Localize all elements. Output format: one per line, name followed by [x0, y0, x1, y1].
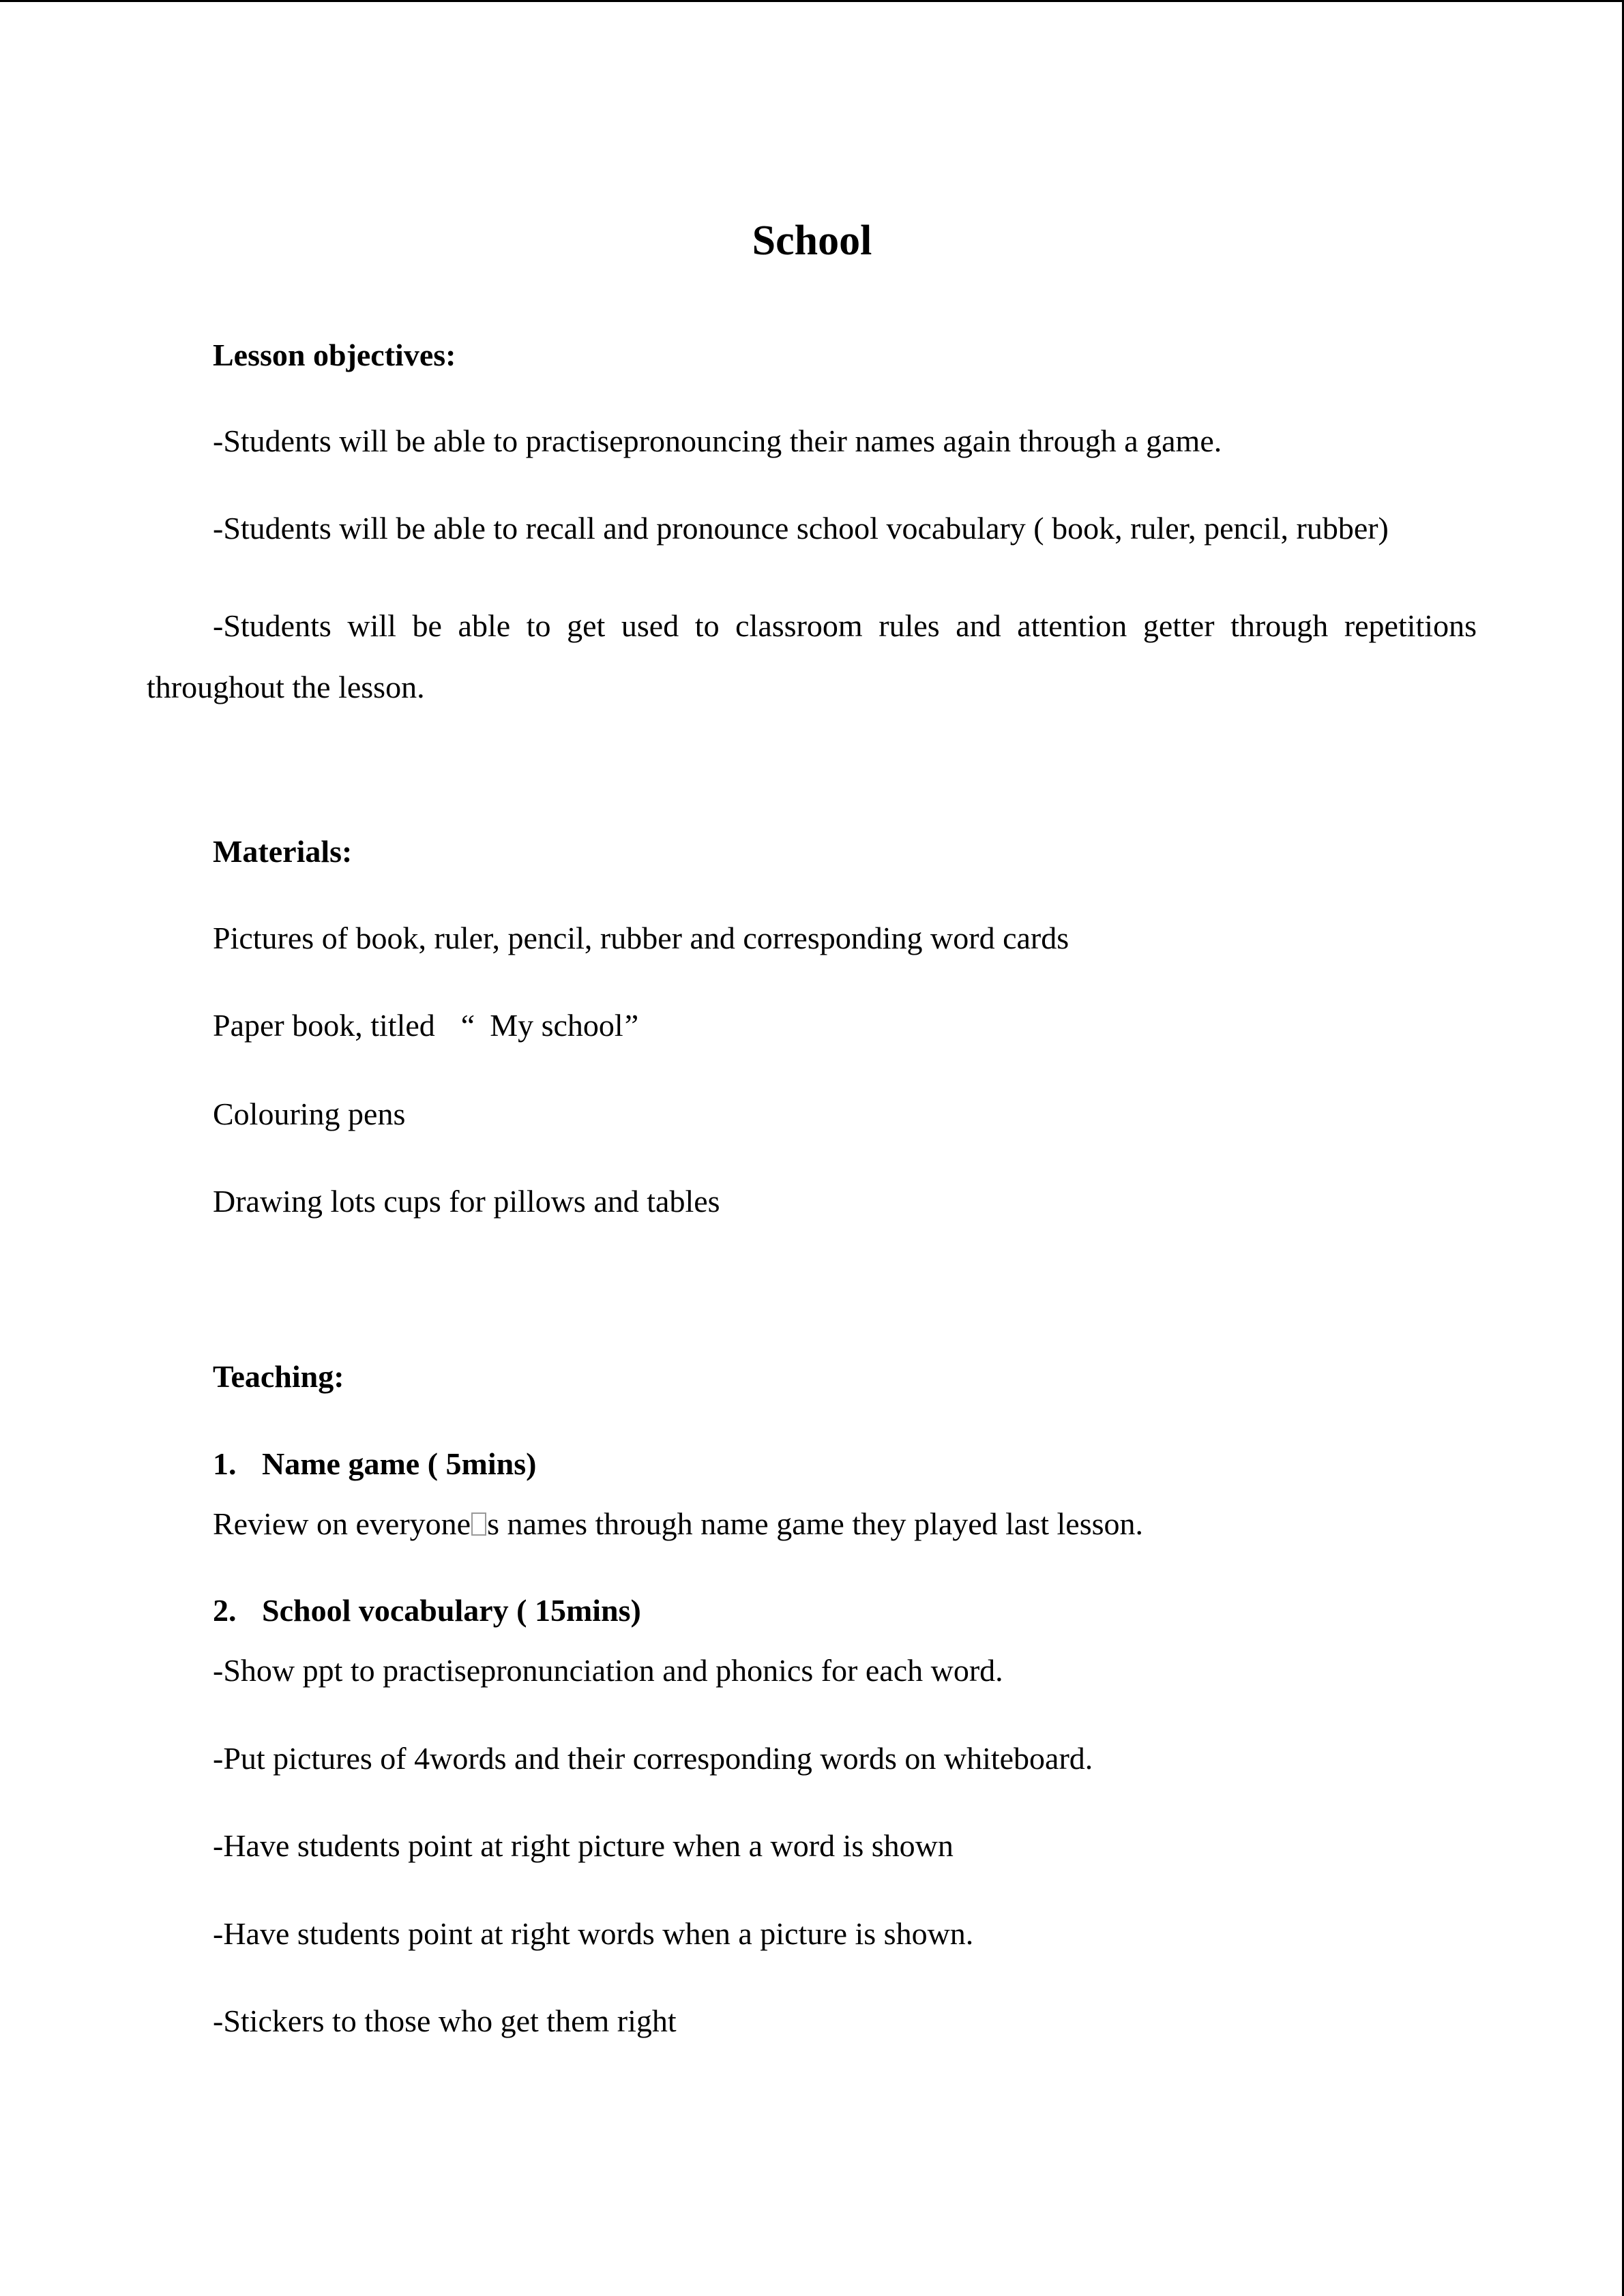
section-2-line-4: -Have students point at right words when a picture is shown. [213, 1916, 974, 1951]
page-title: School [752, 218, 872, 264]
section-2-heading [213, 1592, 641, 1629]
section-2-line-1: -Show ppt to practisepronunciation and phonics for each word. [213, 1653, 1003, 1688]
section-2-number: 2. [213, 1593, 237, 1628]
section-1-line-1-part-b: s names through name game they played last lesson. [487, 1506, 1144, 1541]
section-2-line-3: -Have students point at right picture when a word is shown [213, 1828, 954, 1863]
section-1-line-1-part-a: Review on everyone [213, 1506, 471, 1541]
open-quote: “ [460, 1008, 475, 1043]
objectives-heading: Lesson objectives: [213, 338, 456, 372]
section-2-title: School vocabulary ( 15mins) [262, 1593, 641, 1628]
material-item-2-text: Paper book, titled [213, 1008, 435, 1043]
section-1-number: 1. [213, 1446, 237, 1481]
objective-item-2: -Students will be able to recall and pronounce school vocabulary ( book, ruler, pencil, rubber) [213, 511, 1389, 546]
section-2-line-2: -Put pictures of 4words and their corresponding words on whiteboard. [213, 1741, 1093, 1776]
material-item-4: Drawing lots cups for pillows and tables [213, 1184, 720, 1219]
objective-item-3: -Students will be able to get used to classroom rules and attention getter through repetitions throughout the lesson. [147, 608, 1477, 704]
teaching-heading: Teaching: [213, 1359, 344, 1394]
close-quote: ” [624, 1008, 639, 1043]
materials-heading: Materials: [213, 834, 353, 869]
book-title: My school [490, 1008, 623, 1043]
section-1-line-1 [213, 1505, 1143, 1542]
missing-glyph-icon [471, 1512, 486, 1536]
material-item-2 [213, 1007, 638, 1044]
objective-item-1: -Students will be able to practisepronouncing their names again through a game. [213, 423, 1222, 458]
section-1-heading [213, 1445, 536, 1482]
material-item-3: Colouring pens [213, 1097, 406, 1131]
section-1-title: Name game ( 5mins) [262, 1446, 537, 1481]
material-item-1: Pictures of book, ruler, pencil, rubber and corresponding word cards [213, 921, 1069, 955]
section-2-line-5: -Stickers to those who get them right [213, 2003, 677, 2038]
